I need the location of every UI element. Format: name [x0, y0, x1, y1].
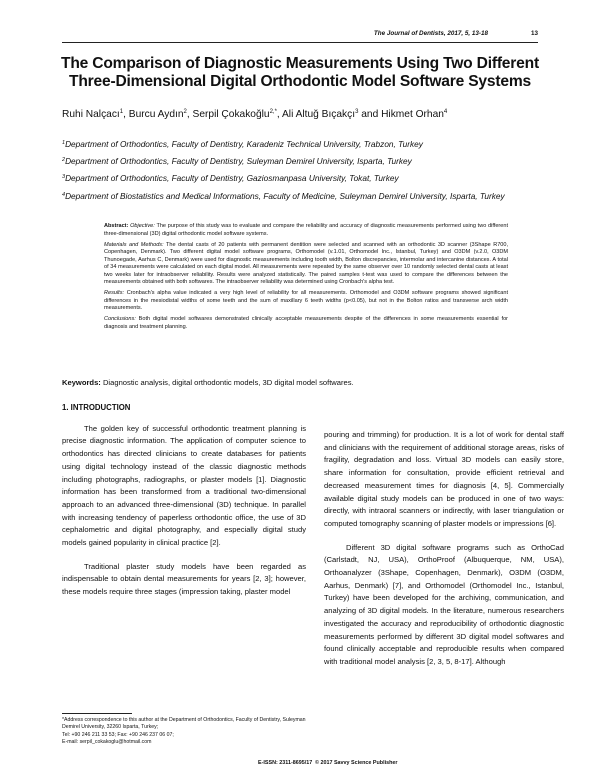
- author-name: Ali Altuğ Bıçakçı: [282, 109, 356, 120]
- author-name: Hikmet Orhan: [381, 109, 444, 120]
- affiliation: $^1$Department of Orthodontics, Faculty of Dentistry, Karadeniz Technical University, Trabzon, Turkey: [62, 139, 423, 149]
- issn: E-ISSN: 2311-8695/17: [258, 760, 313, 766]
- publisher: © 2017 Savvy Science Publisher: [315, 760, 398, 766]
- running-head: [62, 30, 538, 42]
- keywords: [62, 378, 560, 387]
- author-name: Serpil Çokakoğlu: [192, 109, 270, 120]
- affiliation: $^2$Department of Orthodontics, Faculty of Dentistry, Suleyman Demirel University, Isparta, Turkey: [62, 156, 412, 166]
- body-paragraph: Different 3D digital software programs such as OrthoCad (Carlstadt, NJ, USA), OrthoProof (Albuquerque, NM, USA), Orthoanalyzer (3Shape, Copenhagen, Denmark), O3DM (O3DM, Aarhus, Denmark) [7], and Orthomodel (Orthomodel Inc., Istanbul, Turkey) have been developed for the archiving, communication, and analyzing of 3D digital models. In the literature, numerous researchers investigated the accuracy and reproducibility of orthodontic diagnostic measurements performed by different 3D digital model softwares and found clinically acceptable and reproducible results when compared with traditional model analysis [2, 3, 5, 8-17]. Although: [324, 542, 564, 666]
- header-rule: [62, 42, 538, 43]
- keywords-text: Diagnostic analysis, digital orthodontic models, 3D digital model softwares.: [102, 378, 354, 387]
- author-affil-mark: 2,*: [269, 109, 277, 115]
- abstract: [104, 223, 508, 335]
- article-title: The Comparison of Diagnostic Measurements Using Two Different Three-Dimensional Digital Orthodontic Model Software Systems: [61, 55, 539, 90]
- body-column-left: [62, 402, 306, 610]
- footnote-rule: [62, 713, 132, 714]
- section-heading: 1. INTRODUCTION: [62, 403, 131, 412]
- author-name: Burcu Aydın: [128, 109, 184, 120]
- abstract-methods: Materials and Methods: The dental casts of 20 patients with permanent dentition were selected and scanned with an orthodontic 3D scanner (3Shape R700, Copenhagen, Denmark). Two different digital model software programs, Orthomodel (v.1.01, Orthomodel Inc., Istanbul, Turkey) and O3DM (v.2.0, O3DM Thunoegade, Aarhus C, Denmark) were used for diagnostic measurements including tooth width, Bolton discrepancies, intermolar and intercanine distances. A total of 34 measurements were calculated on each digital model. All measurements were repeated by the same observer over 10 randomly selected dental casts at least two weeks later for intraobserver reliability. Results were analyzed statistically. The paired samples t-test was used to compare the differences between the measurements obtained with both softwares. The intraobserver reliability was determined using Cronbach's alpha test.: [104, 241, 508, 286]
- author-name: Ruhi Nalçacı: [62, 109, 120, 120]
- correspondence-footnote: *Address correspondence to this author at the Department of Orthodontics, Faculty of Dentistry, Suleyman Demirel University, 32260 Isparta, Turkey; Tel: +90 246 211 33 53; Fax: +90 246 237 06 07; E-mail: serpil_cokakoglu@hotmail.com: [62, 717, 306, 746]
- body-paragraph: Traditional plaster study models have been regarded as indispensable to obtain dental measurements for years [2, 3]; however, these models require three stages (impression taking, plaster model: [62, 561, 306, 597]
- author-affil-mark: 3: [355, 109, 359, 115]
- affiliation: $^3$Department of Orthodontics, Faculty of Dentistry, Gaziosmanpasa University, Tokat, Turkey: [62, 173, 399, 183]
- page-footer: [62, 760, 538, 770]
- author-affil-mark: 4: [443, 109, 448, 115]
- body-paragraph: The golden key of successful orthodontic treatment planning is precise diagnostic information. The application of computer science to orthodontics has directed clinicians to create databases for patients using digital technology instead of the classic diagnostic methods including photographs, radiographs, or plaster models [1]. Diagnostic information has been transformed from a traditional two-dimensional approach to an advanced three-dimensional (3D) technique. In parallel with increasing tendency of paperless orthodontic office, the use of 3D cephalometric and digital photography, and especially digital study models gained popularity in clinical practice [2].: [62, 423, 306, 548]
- keywords-label: Keywords:: [62, 378, 101, 387]
- author-affil-mark: 2: [183, 109, 187, 115]
- abstract-results: Results: Cronbach's alpha value indicated a very high level of reliability for all measurements. Orthomodel and O3DM software programs showed significant differences in the mesiodistal widths of some teeth and the sum of maxillary 6 teeth widths (p<0.05), but not in the Bolton ratios and transverse arch width measurements.: [104, 290, 508, 312]
- abstract-objective: Abstract: Objective: The purpose of this study was to evaluate and compare the reliability and accuracy of diagnostic measurements performed using two different three-dimensional (3D) digital orthodontic model software systems.: [104, 223, 508, 237]
- affiliation: $^4$Department of Biostatistics and Medical Informations, Faculty of Medicine, Suleyman Demirel University, Isparta, Turkey: [62, 191, 505, 201]
- author-affil-mark: 1: [119, 109, 124, 115]
- body-paragraph: pouring and trimming) for production. It is a lot of work for dental staff and clinicians with the requirement of additional storage areas, risks of fragility, degradation and loss. Virtual 3D models can easily store, share information for consultation, provide efficient retrieval and decreased measurement times for diagnosis [4, 5]. Commercially available digital study models can be produced in one of two ways: directly, with intraoral scanners or indirectly, with laser triangulation or computed tomography scanning of plaster models or impressions [6].: [324, 430, 564, 528]
- author-list: Ruhi Nalçacı$^1$, Burcu Aydın$^2$, Serpil Çokakoğlu$^{2,*}$, Ali Altuğ Bıçakçı$^3$ and Hikmet Orhan$^4$: [62, 109, 448, 120]
- abstract-label: Abstract:: [104, 223, 129, 229]
- page-number: 13: [530, 30, 538, 37]
- journal-citation: The Journal of Dentists, 2017, 5, 13-18: [373, 30, 488, 37]
- abstract-conclusions: Conclusions: Both digital model softwares demonstrated clinically acceptable measurements despite of the differences in some measurements essential for diagnosis and treatment planning.: [104, 316, 508, 330]
- body-column-right: [324, 429, 564, 680]
